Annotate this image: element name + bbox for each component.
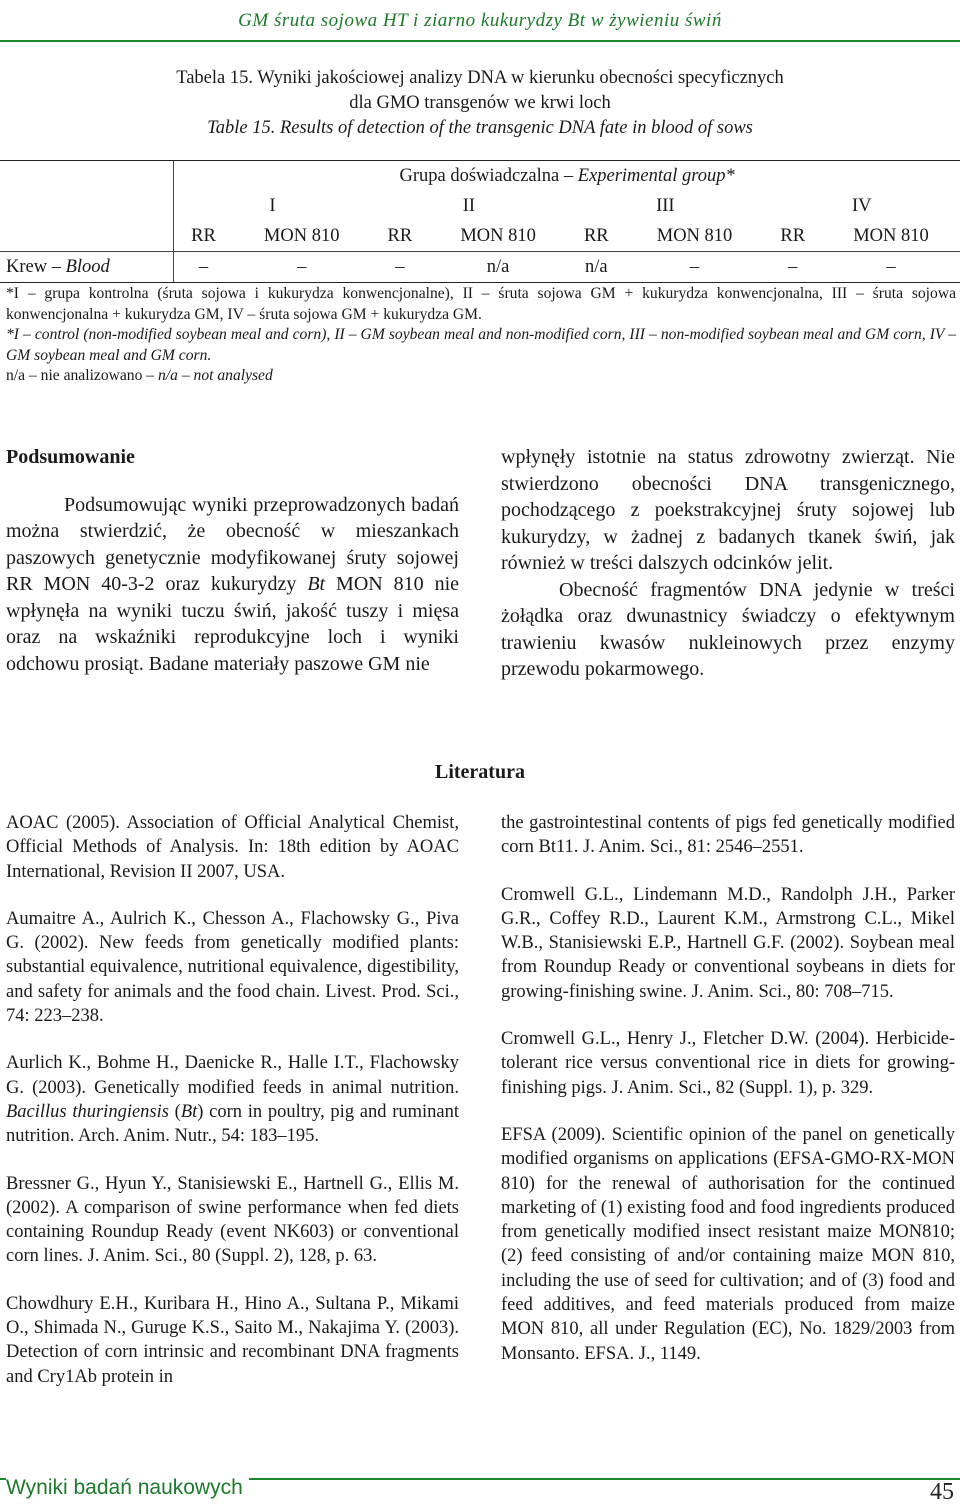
summary-column-left [6,444,459,677]
table-cell: – [764,252,822,283]
subcolumn-header: MON 810 [233,221,371,252]
group-label-i: I [174,191,371,221]
table-group-header-row [0,161,960,192]
references-column-left [6,811,459,1412]
summary-text-italic: Bt [307,573,326,595]
subcolumn-header: RR [764,221,822,252]
subcolumn-header: MON 810 [822,221,960,252]
reference-entry: Chowdhury E.H., Kuribara H., Hino A., Sultana P., Mikami O., Shimada N., Guruge K.S., Saito M., Nakajima Y. (2003). Detection of corn intrinsic and recombinant DNA fragments and Cry1Ab protein in [6,1293,459,1387]
summary-heading: Podsumowanie [6,446,135,468]
row-label-en: Blood [65,256,110,277]
table-caption [0,66,960,141]
reference-entry-cont: the gastrointestinal contents of pigs fed genetically modified corn Bt11. J. Anim. Sci., 81: 2546–2551. [501,813,955,858]
table-cell: – [626,252,764,283]
reference-entry [6,1051,459,1148]
table-subcolumns-row [0,221,960,252]
table-cell: – [371,252,429,283]
summary-column-right [501,444,955,683]
reference-entry: EFSA (2009). Scientific opinion of the panel on genetically modified organisms on applications (EFSA-GMO-RX-MON 810) for the renewal of authorisation for the continued marketing of (1) existing food and food ingredients produced from genetically modified insect resistant maize MON810; (2) feed consisting of and/or containing maize MON 810, including the use of seed for cultivation; and of (3) food and feed additives, and feed materials produced from maize MON 810, all under Regulation (EC), No. 1829/2003 from Monsanto. EFSA. J., 1149. [501,1124,955,1364]
group-label-ii: II [462,195,476,216]
subcolumn-header: MON 810 [626,221,764,252]
reference-entry: Cromwell G.L., Henry J., Fletcher D.W. (2004). Herbicide-tolerant rice versus conventional rice in diets for growing-finishing pigs. J. Anim. Sci., 82 (Suppl. 1), p. 329. [501,1029,955,1098]
table-cell: n/a [567,252,625,283]
table-caption-pl-line2: dla GMO transgenów we krwi loch [349,93,611,113]
running-header [0,0,960,42]
footnote-na [6,366,956,387]
references-column-right [501,811,955,1389]
table-cell: – [822,252,960,283]
table-row-blood [0,252,960,283]
table-groups-row [0,191,960,221]
results-table [0,160,960,283]
row-label-pl: Krew – [6,256,66,277]
summary-paragraph-1-cont: wpłynęły istotnie na status zdrowotny zwierząt. Nie stwierdzono obecności DNA transgenicznego, pochodzącego z poekstrakcyjnej śruty sojowej lub kukurydzy, w żadnej z badanych tkanek świń, jak również w treści dalszych odcinków jelit. [501,446,955,574]
table-cell: – [233,252,371,283]
table-footnotes [6,284,956,387]
page-number: 45 [930,1479,954,1505]
summary-text: Podsumowując wyniki przeprowadzonych badań można stwierdzić, że obecność w mieszankach paszowych genetycznie modyfikowanej śruty sojowej RR MON 40-3-2 oraz kukurydzy [6,493,459,595]
reference-text-italic: Bt [180,1101,198,1122]
table-caption-en: Table 15. Results of detection of the transgenic DNA fate in blood of sows [207,118,753,138]
reference-entry: Bressner G., Hyun Y., Stanisiewski E., Hartnell G., Ellis M. (2002). A comparison of swine performance when fed diets containing Roundup Ready (event NK603) or conventional corn lines. J. Anim. Sci., 80 (Suppl. 2), 128, p. 63. [6,1173,459,1267]
table-blank-cell [0,221,174,252]
summary-paragraph-1 [6,492,459,678]
subcolumn-header: RR [174,221,233,252]
table-group-header [174,161,960,192]
summary-text: MON 810 nie wpłynęła na wyniki tuczu świń, jakość tuszy i mięsa oraz na wskaźniki reprodukcyjne loch i wyniki odchowu prosiąt. Badane materiały paszowe GM nie [6,573,460,675]
summary-paragraph-2: Obecność fragmentów DNA jedynie w treści żołądka oraz dwunastnicy świadczy o efektywnym trawieniu kwasów nukleinowych przez enzymy przewodu pokarmowego. [501,578,955,680]
reference-entry: AOAC (2005). Association of Official Analytical Chemist, Official Methods of Analysis. In: 18th edition by AOAC International, Revision II 2007, USA. [6,813,459,882]
footnote-na-pl: n/a – nie analizowano – [6,367,158,384]
literature-heading: Literatura [435,761,525,783]
reference-text: Aurlich K., Bohme H., Daenicke R., Halle I.T., Flachowsky G. (2003). Genetically modified feeds in animal nutrition. [6,1053,459,1098]
running-header-title: GM śruta sojowa HT i ziarno kukurydzy Bt w żywieniu świń [238,10,722,31]
table-blank-cell [0,191,174,221]
reference-entry: Aumaitre A., Aulrich K., Chesson A., Flachowsky G., Piva G. (2002). New feeds from genetically modified plants: substantial equivalence, nutritional equivalence, digestibility, and safety for animals and the food chain. Livest. Prod. Sci., 74: 223–238. [6,908,459,1027]
footnote-na-en: n/a – not analysed [158,367,273,384]
table-cell: n/a [429,252,567,283]
group-label-iii: III [656,195,675,216]
footnote-en: *I – control (non-modified soybean meal and corn), II – GM soybean meal and non-modified corn, III – non-modified soybean meal and GM corn, IV – GM soybean meal and GM corn. [6,326,956,364]
reference-entry: Cromwell G.L., Lindemann M.D., Randolph J.H., Parker G.R., Coffey R.D., Laurent K.M., Armstrong C.L., Mikel W.B., Stanisiewski E.P., Hartnell G.F. (2002). Soybean meal from Roundup Ready or conventional soybeans in diets for growing-finishing swine. J. Anim. Sci., 80: 708–715. [501,884,955,1002]
subcolumn-header: RR [371,221,429,252]
table-cell: – [174,252,233,283]
table-caption-pl-line1: Tabela 15. Wyniki jakościowej analizy DNA w kierunku obecności specyficznych [176,68,784,88]
group-label-iv: IV [852,195,872,216]
subcolumn-header: MON 810 [429,221,567,252]
footer-label: Wyniki badań naukowych [6,1476,249,1500]
reference-text: ) corn in poultry, pig and ruminant nutrition. Arch. Anim. Nutr., 54: 183–195. [6,1101,459,1147]
reference-text: ( [168,1101,181,1122]
group-header-pl: Grupa doświadczalna – [399,165,578,186]
reference-text-italic: Bacillus thuringiensis [6,1101,169,1122]
subcolumn-header: RR [567,221,625,252]
table-corner-cell [0,161,174,192]
group-header-en: Experimental group* [577,165,735,186]
footnote-pl: *I – grupa kontrolna (śruta sojowa i kukurydza konwencjonalne), II – śruta sojowa GM + kukurydza konwencjonalna, III – śruta sojowa konwencjonalna + kukurydza GM, IV – śruta sojowa GM + kukurydza GM. [6,285,956,323]
row-label [0,252,174,283]
